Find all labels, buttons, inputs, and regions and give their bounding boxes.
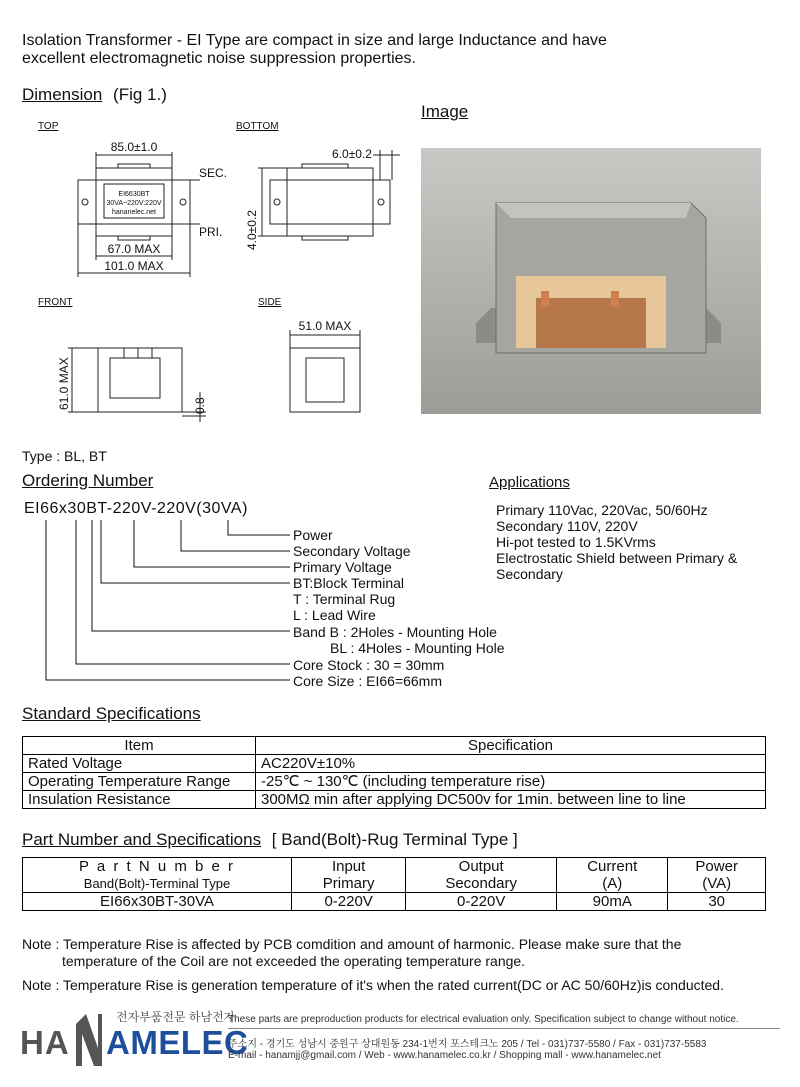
note-1-line-1: Note : Temperature Rise is affected by PCB comdition and amount of harmonic. Please make sure that the <box>22 936 682 952</box>
table-header-row <box>23 858 766 893</box>
footer-divider <box>228 1028 780 1029</box>
table-cell: 90mA <box>557 893 668 911</box>
header-line: Band(Bolt)-Terminal Type <box>83 876 231 891</box>
table-cell: 0-220V <box>292 893 406 911</box>
ordering-label-terminal-rug: T : Terminal Rug <box>293 591 396 607</box>
ordering-label-block-terminal: BT:Block Terminal <box>293 575 405 591</box>
table-header-cell <box>292 858 406 893</box>
table-row <box>23 755 766 773</box>
standard-specs-heading: Standard Specifications <box>22 704 201 723</box>
table-header-cell <box>23 858 292 893</box>
application-line: Electrostatic Shield between Primary & <box>496 550 738 566</box>
application-line: Secondary 110V, 220V <box>496 518 638 534</box>
table-row <box>23 893 766 911</box>
dimension-heading <box>22 85 167 105</box>
table-cell: Rated Voltage <box>23 755 256 773</box>
contact: E-mail - hanamjj@gmail.com / Web - www.hanamelec.co.kr / Shopping mall - www.hanamelec.net <box>228 1050 661 1061</box>
applications-list <box>496 502 737 582</box>
header-line: Power <box>695 858 738 875</box>
dimension-title: Dimension <box>22 85 103 104</box>
applications-heading: Applications <box>489 474 570 491</box>
dim-front-height: 61.0 MAX <box>57 357 71 410</box>
top-view-label: TOP <box>38 121 59 132</box>
table-cell: 300MΩ min after applying DC500v for 1min. between line to line <box>256 791 766 809</box>
note-1-line-2: temperature of the Coil are not exceeded the operating temperature range. <box>62 953 526 969</box>
header-line: (A) <box>602 875 623 892</box>
side-view-label: SIDE <box>258 297 282 308</box>
ordering-label-band-bl: BL : 4Holes - Mounting Hole <box>330 640 505 656</box>
bottom-view-hole-left <box>274 199 280 205</box>
table-row <box>23 773 766 791</box>
ordering-label-core-size: Core Size : EI66=66mm <box>293 673 443 689</box>
part-specs-heading-wrap <box>22 830 518 850</box>
dim-bottom-height: 4.0±0.2 <box>245 210 259 250</box>
table-header-row <box>23 737 766 755</box>
header-line: (VA) <box>702 875 732 892</box>
application-line: Hi-pot tested to 1.5KVrms <box>496 534 656 550</box>
ordering-label-secondary: Secondary Voltage <box>293 543 411 559</box>
intro-line-1: Isolation Transformer - EI Type are compact in size and large Inductance and have <box>22 32 607 49</box>
application-line: Primary 110Vac, 220Vac, 50/60Hz <box>496 502 708 518</box>
ordering-label-band-b: Band B : 2Holes - Mounting Hole <box>293 624 497 640</box>
standard-specs-table <box>22 736 766 809</box>
bottom-view-label: BOTTOM <box>236 121 279 132</box>
table-header-cell: Specification <box>256 737 766 755</box>
dimension-fig: (Fig 1.) <box>113 85 167 104</box>
transformer-illustration <box>421 148 761 414</box>
header-line: Secondary <box>445 875 518 892</box>
table-cell: 0-220V <box>406 893 557 911</box>
table-cell: -25℃ ~ 130℃ (including temperature rise) <box>256 773 766 791</box>
bottom-view-hole-right <box>378 199 384 205</box>
logo-n-icon <box>74 1012 104 1068</box>
part-specs-subheading: [ Band(Bolt)-Rug Terminal Type ] <box>271 830 518 849</box>
dim-top-width: 85.0±1.0 <box>110 140 158 154</box>
dim-side-width: 51.0 MAX <box>298 319 352 333</box>
disclaimer: These parts are preproduction products for electrical evaluation only. Specification subject to change without notice. <box>228 1014 739 1025</box>
top-view-hole-right <box>180 199 186 205</box>
table-cell: Insulation Resistance <box>23 791 256 809</box>
note-1 <box>22 936 681 970</box>
dim-bottom-hole: 6.0±0.2 <box>332 147 372 161</box>
ordering-label-primary: Primary Voltage <box>293 559 392 575</box>
logo-left: HA <box>20 1024 70 1061</box>
ordering-code: EI66x30BT-220V-220V(30VA) <box>24 500 248 517</box>
header-line: Primary <box>322 875 375 892</box>
table-cell: Operating Temperature Range <box>23 773 256 791</box>
image-heading: Image <box>421 102 469 121</box>
logo-right: AMELEC <box>106 1024 249 1061</box>
dimension-drawing <box>0 130 410 430</box>
table-cell: EI66x30BT-30VA <box>23 893 292 911</box>
ordering-heading: Ordering Number <box>22 471 154 490</box>
dim-top-inner: 67.0 MAX <box>107 242 161 256</box>
nameplate-line-3: hananelec.net <box>112 209 156 216</box>
table-cell: 30 <box>668 893 766 911</box>
table-header-cell: Item <box>23 737 256 755</box>
table-row <box>23 791 766 809</box>
part-specs-table <box>22 857 766 911</box>
part-specs-heading: Part Number and Specifications <box>22 830 262 849</box>
table-header-cell <box>668 858 766 893</box>
type-line: Type : BL, BT <box>22 448 107 464</box>
header-line: Current <box>587 858 638 875</box>
table-cell: AC220V±10% <box>256 755 766 773</box>
dim-front-base: 0.8 <box>193 397 207 414</box>
side-view-coil <box>306 358 344 402</box>
top-view-hole-left <box>82 199 88 205</box>
address: 주소지 - 경기도 성남시 중원구 상대원동 234-1번지 포스테크노 205 / Tel - 031)737-5580 / Fax - 031)737-5583 <box>228 1039 707 1050</box>
bottom-view-frame <box>270 180 390 224</box>
application-line: Secondary <box>496 566 563 582</box>
table-header-cell <box>557 858 668 893</box>
header-line: Input <box>331 858 366 875</box>
transformer-photo <box>421 148 761 414</box>
front-view-label: FRONT <box>38 297 73 308</box>
sec-label: SEC. <box>199 166 228 180</box>
ordering-label-power: Power <box>293 527 333 543</box>
ordering-label-core-stock: Core Stock : 30 = 30mm <box>293 657 445 673</box>
note-2: Note : Temperature Rise is generation temperature of it's when the rated current(DC or AC 50/60Hz)is conducted. <box>22 977 724 993</box>
bottom-view-core <box>287 168 373 236</box>
nameplate-line-2: 30VA~220V:220V <box>106 200 162 207</box>
nameplate-line-1: EI6630BT <box>118 191 150 198</box>
dim-top-total: 101.0 MAX <box>104 259 164 273</box>
front-view-window <box>110 358 160 398</box>
footer <box>20 1006 780 1084</box>
ordering-label-lead-wire: L : Lead Wire <box>293 607 376 623</box>
korean-tagline: 전자부품전문 하남전자 <box>116 1010 236 1024</box>
header-line: Output <box>458 858 504 875</box>
ordering-leader-lines <box>0 515 300 690</box>
intro-line-2: excellent electromagnetic noise suppression properties. <box>22 50 416 67</box>
intro-text <box>22 32 607 68</box>
pri-label: PRI. <box>199 225 223 239</box>
header-line: P a r t N u m b e r <box>78 858 236 875</box>
table-header-cell <box>406 858 557 893</box>
